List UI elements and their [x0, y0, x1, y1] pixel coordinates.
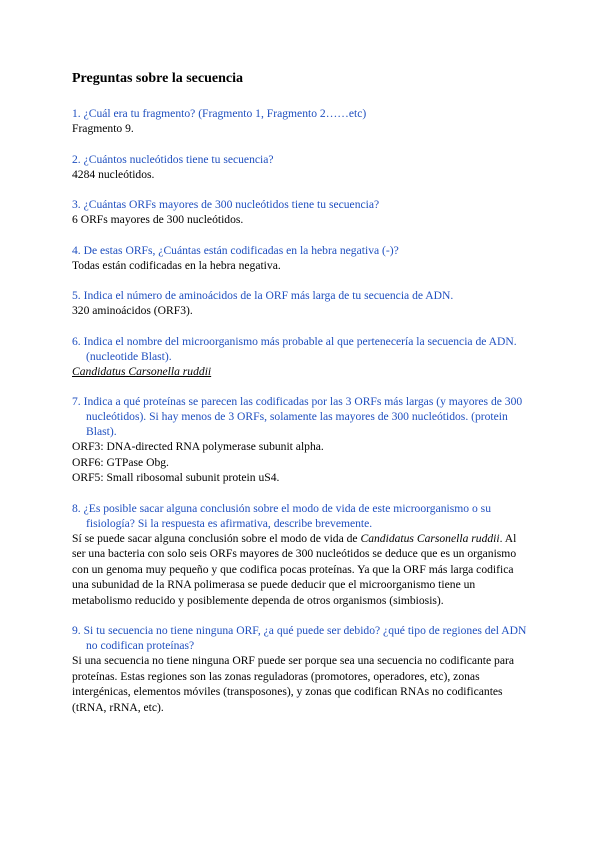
answer-7-orf6: ORF6: GTPase Obg.	[72, 455, 169, 469]
answer-2: 4284 nucleótidos.	[72, 167, 155, 181]
question-4: 4. De estas ORFs, ¿Cuántas están codificadas en la hebra negativa (-)?	[72, 243, 399, 257]
document-content	[72, 70, 528, 730]
qa-block-5	[72, 288, 528, 319]
answer-8-prefix: Sí se puede sacar alguna conclusión sobre el modo de vida de	[72, 531, 361, 545]
question-6: 6. Indica el nombre del microorganismo más probable al que pertenecería la secuencia de ADN. (nucleotide Blast).	[72, 334, 517, 363]
question-5: 5. Indica el número de aminoácidos de la ORF más larga de tu secuencia de ADN.	[72, 289, 454, 302]
answer-5: 320 aminoácidos (ORF3).	[72, 304, 193, 317]
qa-block-6	[72, 334, 528, 380]
answer-7-orf3: ORF3: DNA-directed RNA polymerase subunit alpha.	[72, 440, 324, 453]
answer-8-organism: Candidatus Carsonella ruddii	[360, 531, 500, 545]
answer-4: Todas están codificadas en la hebra negativa.	[72, 258, 281, 272]
answer-3: 6 ORFs mayores de 300 nucleótidos.	[72, 213, 244, 226]
qa-block-8	[72, 501, 528, 609]
question-2: 2. ¿Cuántos nucleótidos tiene tu secuencia?	[72, 152, 274, 166]
question-3: 3. ¿Cuántas ORFs mayores de 300 nucleótidos tiene tu secuencia?	[72, 198, 380, 211]
qa-block-7	[72, 394, 528, 486]
qa-block-4	[72, 243, 528, 274]
answer-8-rest: . Al ser una bacteria con solo seis ORFs mayores de 300 nucleótidos se deduce que es un organismo con un genoma muy pequeño y que codifica pocas proteínas. Ya que la ORF más larga codifica una subunidad de la RNA polimerasa se puede deducir que el microorganismo tiene un metabolismo reducido y posiblemente dependa de otros organismos (simbiosis).	[72, 531, 517, 607]
qa-block-9	[72, 623, 528, 715]
qa-block-2	[72, 152, 528, 183]
answer-9: Si una secuencia no tiene ninguna ORF puede ser porque sea una secuencia no codificante para proteínas. Estas regiones son las zonas reguladoras (promotores, operadores, etc), zonas intergénicas, elementos móviles (transposones), y zonas que codifican RNAs no codificantes (tRNA, rRNA, etc).	[72, 654, 515, 714]
question-9: 9. Si tu secuencia no tiene ninguna ORF, ¿a qué puede ser debido? ¿qué tipo de regiones del ADN no codifican proteínas?	[72, 624, 527, 652]
qa-block-1	[72, 106, 528, 137]
answer-8	[72, 531, 528, 609]
answer-1: Fragmento 9.	[72, 122, 134, 135]
question-7: 7. Indica a qué proteínas se parecen las codificadas por las 3 ORFs más largas (y mayores de 300 nucleótidos). Si hay menos de 3 ORFs, solamente las mayores de 300 nucleótidos. (protein Blast).	[72, 395, 523, 438]
answer-6-organism: Candidatus Carsonella ruddii	[72, 364, 212, 378]
question-1: 1. ¿Cuál era tu fragmento? (Fragmento 1, Fragmento 2……etc)	[72, 107, 367, 120]
page-title: Preguntas sobre la secuencia	[72, 71, 243, 86]
question-8: 8. ¿Es posible sacar alguna conclusión sobre el modo de vida de este microorganismo o su fisiología? Si la respuesta es afirmativa, describe brevemente.	[72, 501, 491, 530]
answer-7-orf5: ORF5: Small ribosomal subunit protein uS4.	[72, 471, 280, 484]
qa-block-3	[72, 197, 528, 228]
